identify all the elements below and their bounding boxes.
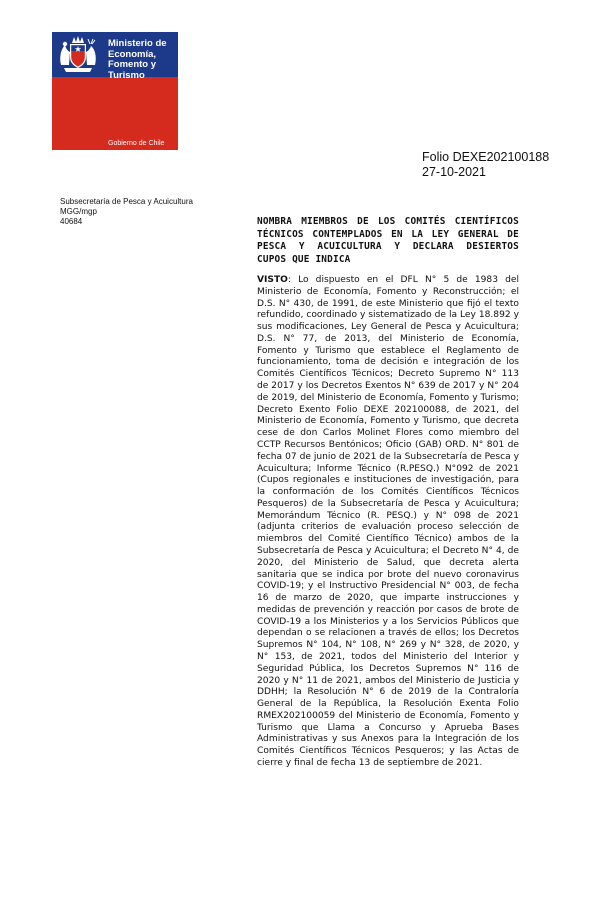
chile-coat-of-arms-icon bbox=[55, 35, 101, 75]
visto-paragraph bbox=[257, 275, 519, 770]
visto-text: : Lo dispuesto en el DFL N° 5 de 1983 del Ministerio de Economía, Fomento y Reconstrucción; el D.S. N° 430, de 1991, de este Ministerio que fijó el texto refundido, coordinado y sistematizado de la Ley 18.892 y sus modificaciones, Ley General de Pesca y Acuicultura; D.S. N° 77, de 2013, del Ministerio de Economía, Fomento y Turismo que establece el Reglamento de funcionamiento, toma de decisión e integración de los Comités Científicos Técnicos; Decreto Supremo N° 113 de 2017 y los Decretos Exentos N° 639 de 2017 y N° 204 de 2019, del Ministerio de Economía, Fomento y Turismo; Decreto Exento Folio DEXE 202100088, de 2021, del Ministerio de Economía, Fomento y Turismo, que decreta cese de don Carlos Molinet Flores como miembro del CCTP Recursos Bentónicos; Oficio (GAB) ORD. N° 801 de fecha 07 de junio de 2021 de la Subsecretaría de Pesca y Acuicultura; Informe Técnico (R.PESQ.) N°092 de 2021 (Cupos regionales e instituciones de investigación, para la conformación de los Comités Científicos Técnicos Pesqueros) de la Subsecretaría de Pesca y Acuicultura; Memorándum Técnico (R. PESQ.) y N° 098 de 2021 (adjunta criterios de evaluación proceso selección de miembros del Comité Científico Técnico) ambos de la Subsecretaría de Pesca y Acuicultura; el Decreto N° 4, de 2020, del Ministerio de Salud, que decreta alerta sanitaria que se indica por brote del nuevo coronavirus COVID-19; y el Instructivo Presidencial N° 003, de fecha 16 de marzo de 2020, que imparte instrucciones y medidas de prevención y reacción por casos de brote de COVID-19 a los Ministerios y a los Servicios Públicos que dependan o se relacionen a través de ellos; los Decretos Supremos N° 104, N° 108, N° 269 y N° 328, de 2020, y N° 153, de 2021, todos del Ministerio del Interior y Seguridad Pública, los Decretos Supremos N° 116 de 2020 y N° 11 de 2021, ambos del Ministerio de Justicia y DDHH; la Resolución N° 6 de 2019 de la Contraloría General de la República, la Resolución Exenta Folio RMEX202100059 del Ministerio de Economía, Fomento y Turismo que Llama a Concurso y Aprueba Bases Administrativas y sus Anexos para la Integración de los Comités Científicos Técnicos Pesqueros; y las Actas de cierre y final de fecha 13 de septiembre de 2021. bbox=[257, 275, 519, 769]
logo-ministry-line: Turismo bbox=[108, 69, 145, 81]
logo-ministry-line: Economía, bbox=[108, 48, 157, 60]
logo-gobierno-de-chile: Gobierno de Chile bbox=[108, 140, 165, 147]
sender-office: Subsecretaría de Pesca y Acuicultura bbox=[60, 197, 193, 206]
folio-number: Folio DEXE202100188 bbox=[422, 150, 550, 164]
logo-ministry-line: Fomento y bbox=[108, 59, 157, 70]
folio-date: 27-10-2021 bbox=[422, 165, 486, 179]
visto-label: VISTO bbox=[257, 275, 288, 285]
folio-block bbox=[422, 150, 549, 180]
sender-block bbox=[60, 197, 193, 227]
logo-ministry-line: Ministerio de bbox=[108, 38, 167, 49]
sender-reference: 40684 bbox=[60, 217, 83, 226]
ministry-logo bbox=[52, 32, 178, 150]
document-title: NOMBRA MIEMBROS DE LOS COMITÉS CIENTÍFICOS TÉCNICOS CONTEMPLADOS EN LA LEY GENERAL DE PESCA Y ACUICULTURA Y DECLARA DESIERTOS CUPOS QUE INDICA bbox=[257, 216, 519, 265]
logo-ministry-name bbox=[108, 39, 176, 81]
sender-initials: MGG/mgp bbox=[60, 207, 97, 216]
